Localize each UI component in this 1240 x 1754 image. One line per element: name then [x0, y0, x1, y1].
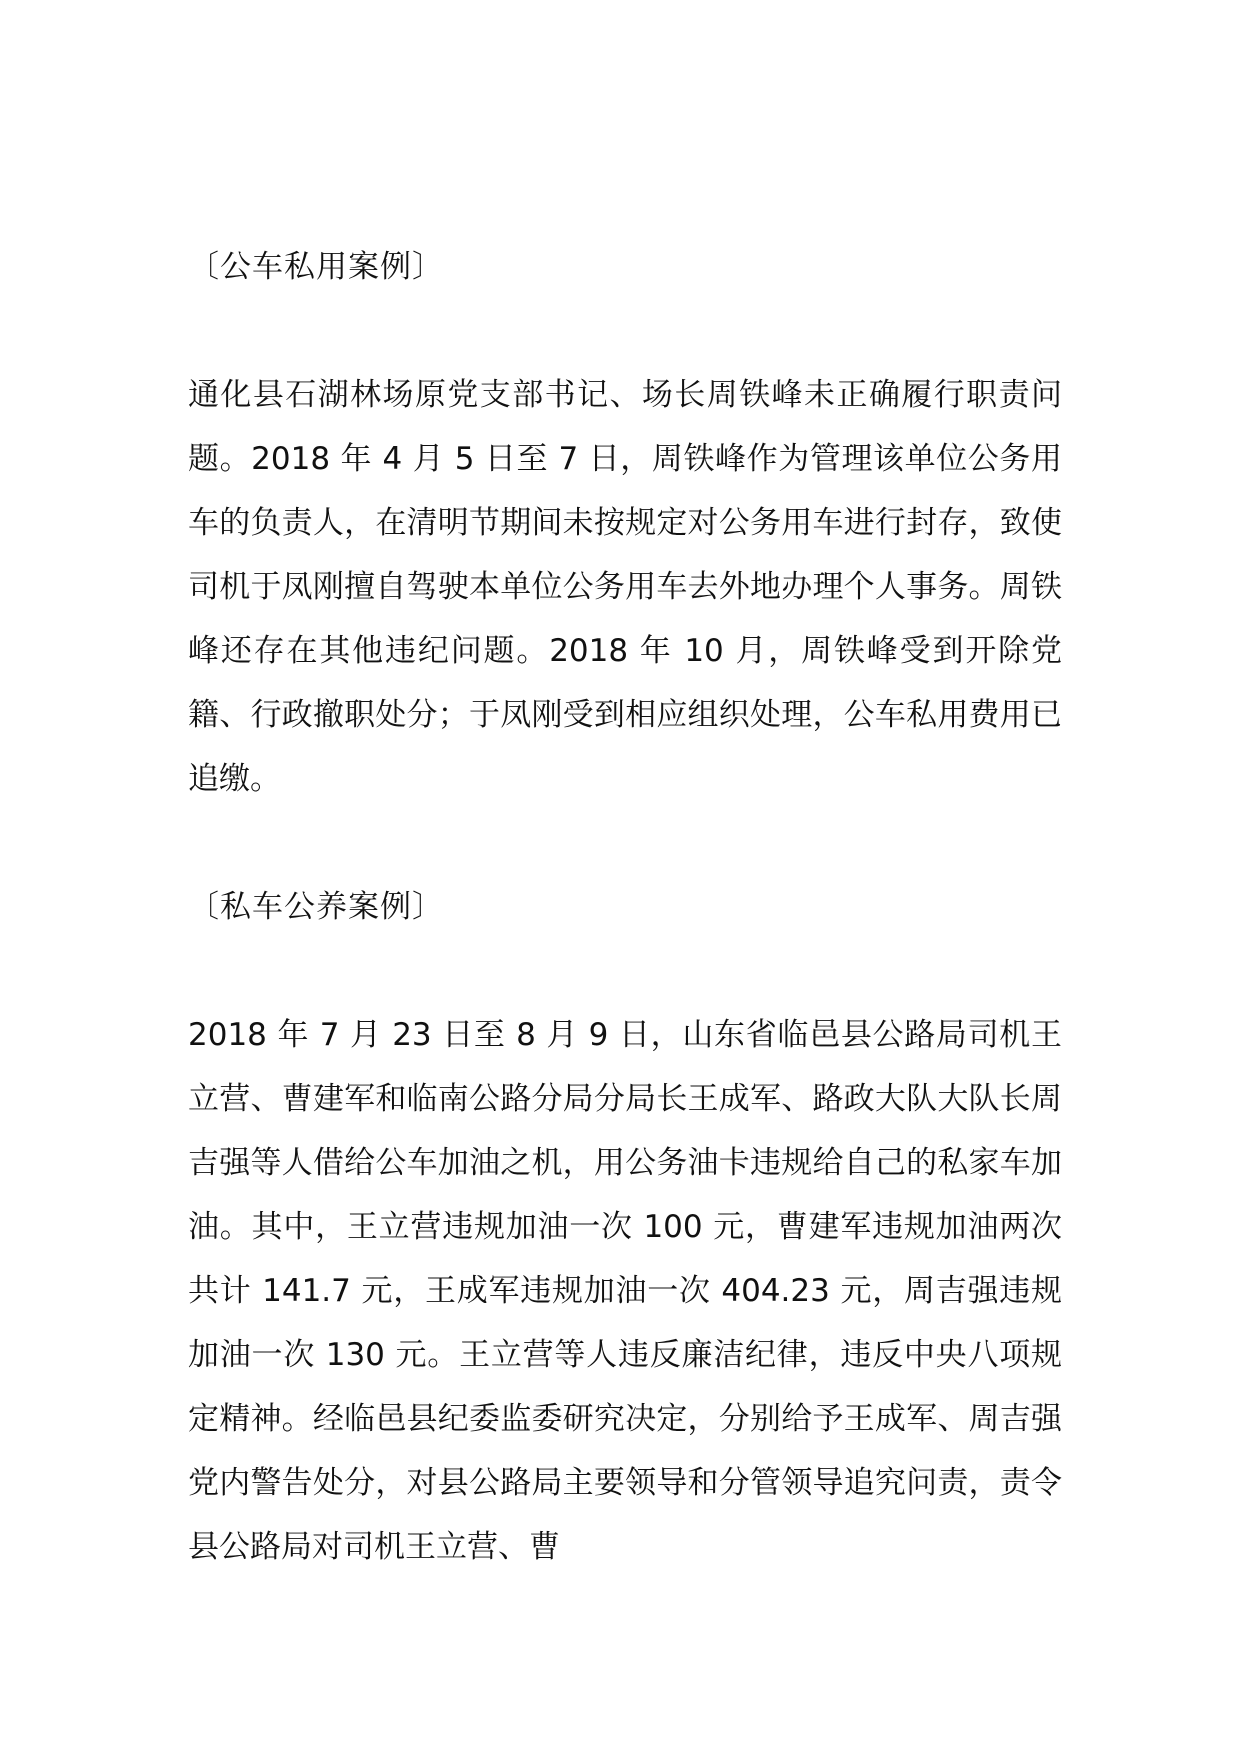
- paragraph-official-car-private-use-case: 通化县石湖林场原党支部书记、场长周铁峰未正确履行职责问题。2018 年 4 月 5 日至 7 日，周铁峰作为管理该单位公务用车的负责人，在清明节期间未按规定对公务用车进行封存，致使司机于凤刚擅自驾驶本单位公务用车去外地办理个人事务。周铁峰还存在其他违纪问题。2018 年 10 月，周铁峰受到开除党籍、行政撤职处分；于凤刚受到相应组织处理，公车私用费用已追缴。: [188, 377, 1062, 797]
- paragraph-private-car-public-maintenance-case: 2018 年 7 月 23 日至 8 月 9 日，山东省临邑县公路局司机王立营、曹建军和临南公路分局分局长王成军、路政大队大队长周吉强等人借给公车加油之机，用公务油卡违规给自己的私家车加油。其中，王立营违规加油一次 100 元，曹建军违规加油两次共计 141.7 元，王成军违规加油一次 404.23 元，周吉强违规加油一次 130 元。王立营等人违反廉洁纪律，违反中央八项规定精神。经临邑县纪委监委研究决定，分别给予王成军、周吉强党内警告处分，对县公路局主要领导和分管领导追究问责，责令县公路局对司机王立营、曹: [188, 1017, 1062, 1565]
- section-heading-private-car-public-maintenance: 〔私车公养案例〕: [188, 889, 444, 925]
- document-content: [188, 235, 1062, 1579]
- spacer: [188, 939, 1062, 1003]
- section-heading-official-car-private-use: 〔公车私用案例〕: [188, 249, 444, 285]
- spacer: [188, 299, 1062, 363]
- spacer: [188, 811, 1062, 875]
